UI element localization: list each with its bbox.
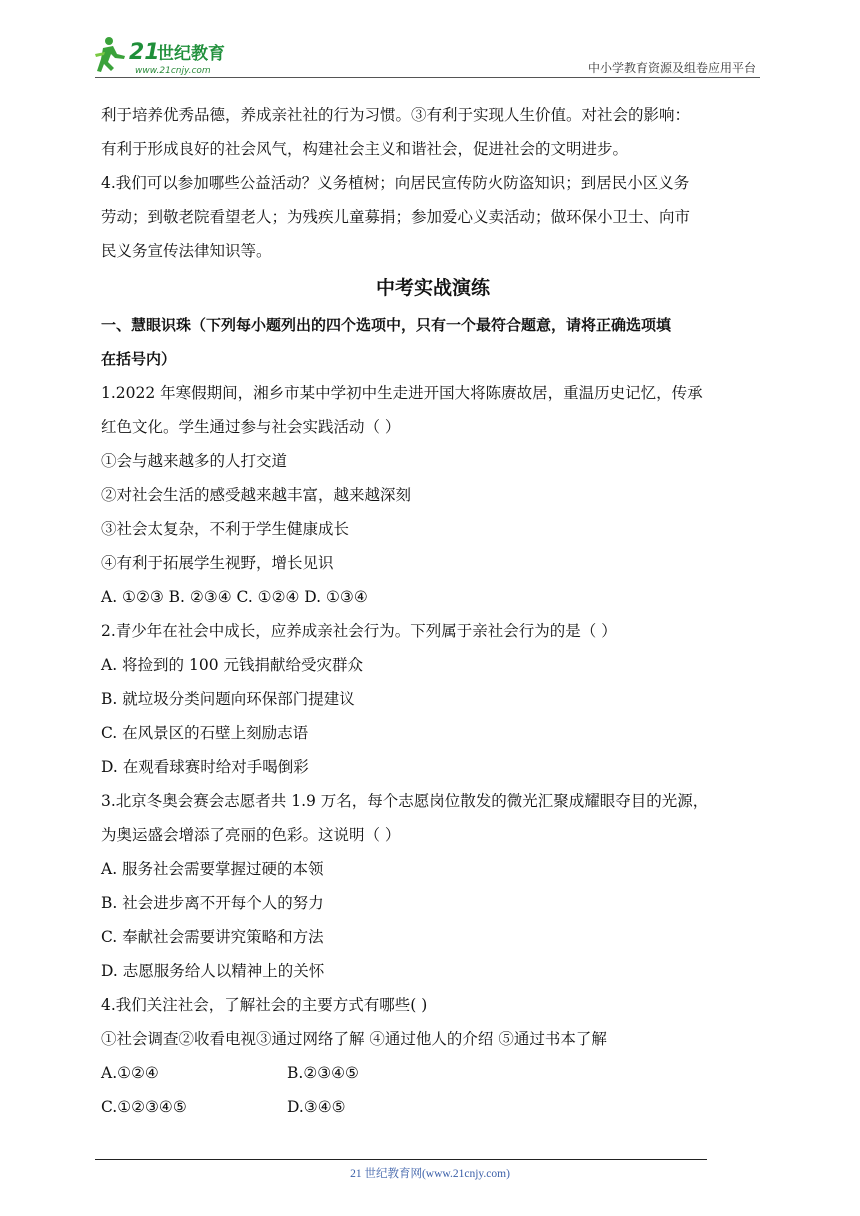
section-title: 中考实战演练 [375, 277, 490, 299]
answer-option: B. 就垃圾分类问题向环保部门提建议 [101, 690, 355, 708]
page-header [95, 32, 760, 78]
text-line: 有利于形成良好的社会风气，构建社会主义和谐社会，促进社会的文明进步。 [101, 140, 629, 158]
runner-icon [95, 37, 125, 72]
answer-option: B.②③④⑤ [287, 1064, 359, 1082]
text-line: 利于培养优秀品德，养成亲社社的行为习惯。③有利于实现人生价值。对社会的影响： [101, 106, 691, 124]
answer-options: A. ①②③ B. ②③④ C. ①②④ D. ①③④ [101, 588, 368, 606]
answer-option: D.③④⑤ [287, 1098, 346, 1116]
question-1 [101, 376, 765, 614]
statement-item: ③社会太复杂，不利于学生健康成长 [101, 520, 350, 538]
question-3 [101, 784, 765, 988]
statement-items: ①社会调查②收看电视③通过网络了解 ④通过他人的介绍 ⑤通过书本了解 [101, 1030, 607, 1048]
question-stem: 4.我们关注社会，了解社会的主要方式有哪些( ) [101, 996, 428, 1014]
svg-text:21: 21 [129, 40, 160, 65]
statement-item: ④有利于拓展学生视野，增长见识 [101, 554, 334, 572]
logo-text: 世纪教育 [157, 44, 225, 64]
text-line: 劳动；到敬老院看望老人；为残疾儿童募捐；参加爱心义卖活动；做环保小卫士、向市 [101, 208, 691, 226]
question-2 [101, 614, 765, 784]
answer-option: A. 服务社会需要掌握过硬的本领 [101, 860, 324, 878]
part-heading: 在括号内） [101, 350, 177, 368]
part-heading: 一、慧眼识珠（下列每小题列出的四个选项中，只有一个最符合题意，请将正确选项填 [101, 316, 672, 334]
header-divider [95, 77, 760, 78]
platform-tagline: 中小学教育资源及组卷应用平台 [587, 61, 756, 75]
question-stem: 红色文化。学生通过参与社会实践活动（ ） [101, 418, 401, 436]
text-line: 4.我们可以参加哪些公益活动？义务植树；向居民宣传防火防盗知识；到居民小区义务 [101, 174, 690, 192]
question-stem: 3.北京冬奥会赛会志愿者共 1.9 万名，每个志愿岗位散发的微光汇聚成耀眼夺目的光源， [101, 792, 709, 810]
page-footer: 21 世纪教育网(www.21cnjy.com) [350, 1168, 510, 1180]
footer-divider [95, 1159, 707, 1160]
answer-option: C.①②③④⑤ [101, 1098, 187, 1116]
statement-item: ①会与越来越多的人打交道 [101, 452, 288, 470]
answer-option: A. 将捡到的 100 元钱捐献给受灾群众 [101, 656, 363, 674]
document-body [101, 98, 765, 1124]
answer-option: A.①②④ [101, 1064, 159, 1082]
question-4 [101, 988, 765, 1124]
answer-option: B. 社会进步离不开每个人的努力 [101, 894, 324, 912]
question-stem: 1.2022 年寒假期间，湘乡市某中学初中生走进开国大将陈赓故居，重温历史记忆，传承 [101, 384, 703, 402]
answer-options-row [101, 1090, 765, 1124]
question-stem: 为奥运盛会增添了亮丽的色彩。这说明（ ） [101, 826, 401, 844]
answer-option: D. 在观看球赛时给对手喝倒彩 [101, 758, 309, 776]
answer-option: C. 奉献社会需要讲究策略和方法 [101, 928, 324, 946]
question-stem: 2.青少年在社会中成长，应养成亲社会行为。下列属于亲社会行为的是（ ） [101, 622, 617, 640]
statement-item: ②对社会生活的感受越来越丰富，越来越深刻 [101, 486, 412, 504]
answer-options-row [101, 1056, 765, 1090]
answer-option: D. 志愿服务给人以精神上的关怀 [101, 962, 325, 980]
site-logo [95, 32, 265, 78]
answer-option: C. 在风景区的石壁上刻励志语 [101, 724, 309, 742]
text-line: 民义务宣传法律知识等。 [101, 242, 272, 260]
svg-text:www.21cnjy.com: www.21cnjy.com [135, 66, 211, 76]
